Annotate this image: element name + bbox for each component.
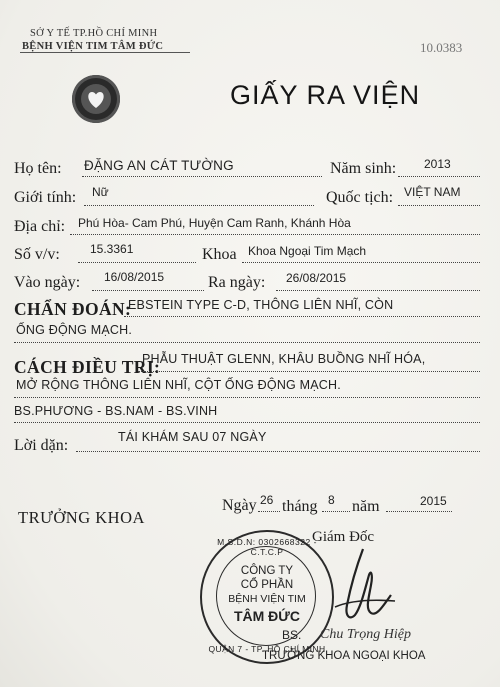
birth-value: 2013 [424,157,451,171]
date-month-label: tháng [282,498,318,515]
treatment-label: CÁCH ĐIỀU TRỊ: [14,357,161,377]
date-day-label: Ngày [222,497,257,514]
treatment-line-1: PHẪU THUẬT GLENN, KHÂU BUỒNG NHĨ HÓA, [142,352,426,366]
year-dots [386,511,452,512]
head-of-department-label: TRƯỞNG KHOA [18,508,145,527]
ministry-header: SỞ Y TẾ TP.HỒ CHÍ MINH [30,28,158,39]
gender-value: Nữ [92,185,109,199]
treatment-dots-1 [138,371,480,372]
admit-label: Vào ngày: [14,274,81,291]
name-dots [82,176,322,177]
stamp-line-2: CỔ PHẦN [240,579,294,591]
company-stamp [200,530,334,664]
stamp-line-3: BỆNH VIỆN TIM [228,593,306,605]
director-label: Giám Đốc [312,529,375,545]
date-day: 26 [260,493,274,507]
stamp-ring-top: M.S.D.N: 0302668322 - C.T.C.P [217,537,317,557]
birth-dots [398,176,480,177]
discharge-value: 26/08/2015 [286,271,347,285]
signature-icon [325,545,405,630]
stamp-ring-bottom: QUẬN 7 - TP. HỒ CHÍ MINH [208,644,326,654]
treatment-line-2: MỞ RỘNG THÔNG LIÊN NHĨ, CỘT ỐNG ĐỘNG MẠCH. [16,378,341,392]
month-dots [322,511,350,512]
signer-role: TRƯỞNG KHOA NGOẠI KHOA [262,650,426,662]
address-value: Phú Hòa- Cam Phú, Huyện Cam Ranh, Khánh Hòa [78,216,351,230]
discharge-label: Ra ngày: [208,274,266,291]
admit-value: 16/08/2015 [104,270,165,284]
advice-label: Lời dặn: [14,437,69,454]
diagnosis-dots-1 [124,316,480,317]
address-dots [70,234,480,235]
nationality-dots [398,205,480,206]
record-label: Số v/v: [14,246,60,263]
diagnosis-label: CHẨN ĐOÁN: [14,299,132,319]
header-underline [20,52,190,53]
advice-value: TÁI KHÁM SAU 07 NGÀY [118,430,267,444]
treatment-dots-2 [14,397,480,398]
record-value: 15.3361 [90,242,134,256]
document-title: GIẤY RA VIỆN [230,80,421,110]
stamp-line-4: TÂM ĐỨC [233,608,301,624]
name-value: ĐẶNG AN CÁT TƯỜNG [84,158,234,173]
document-number: 10.0383 [420,40,463,55]
gender-dots [84,205,314,206]
doctors-dots [14,422,480,423]
birth-label: Năm sinh: [330,160,397,177]
hospital-header: BỆNH VIỆN TIM TÂM ĐỨC [22,41,164,52]
nationality-value: VIỆT NAM [404,185,461,199]
record-dots [78,262,196,263]
heart-icon [72,75,120,123]
dept-label: Khoa [202,246,237,263]
dept-value: Khoa Ngoại Tim Mạch [248,244,367,258]
signer-title: BS. [282,628,302,642]
gender-label: Giới tính: [14,189,77,206]
admit-dots [92,290,204,291]
hospital-logo [72,75,120,123]
stamp-line-1: CÔNG TY [240,565,294,577]
address-label: Địa chỉ: [14,218,66,235]
name-label: Họ tên: [14,160,62,177]
date-year: 2015 [420,494,447,508]
discharge-dots [276,290,480,291]
diagnosis-dots-2 [14,342,480,343]
date-year-label: năm [352,498,380,515]
advice-dots [76,451,480,452]
dept-dots [242,262,480,263]
diagnosis-line-2: ỐNG ĐỘNG MẠCH. [16,323,132,337]
signer-name: Chu Trọng Hiệp [320,627,412,642]
date-month: 8 [328,493,335,507]
doctors-value: BS.PHƯƠNG - BS.NAM - BS.VINH [14,404,218,418]
nationality-label: Quốc tịch: [326,189,394,206]
day-dots [258,511,280,512]
diagnosis-line-1: EBSTEIN TYPE C-D, THÔNG LIÊN NHĨ, CÒN [128,298,394,312]
